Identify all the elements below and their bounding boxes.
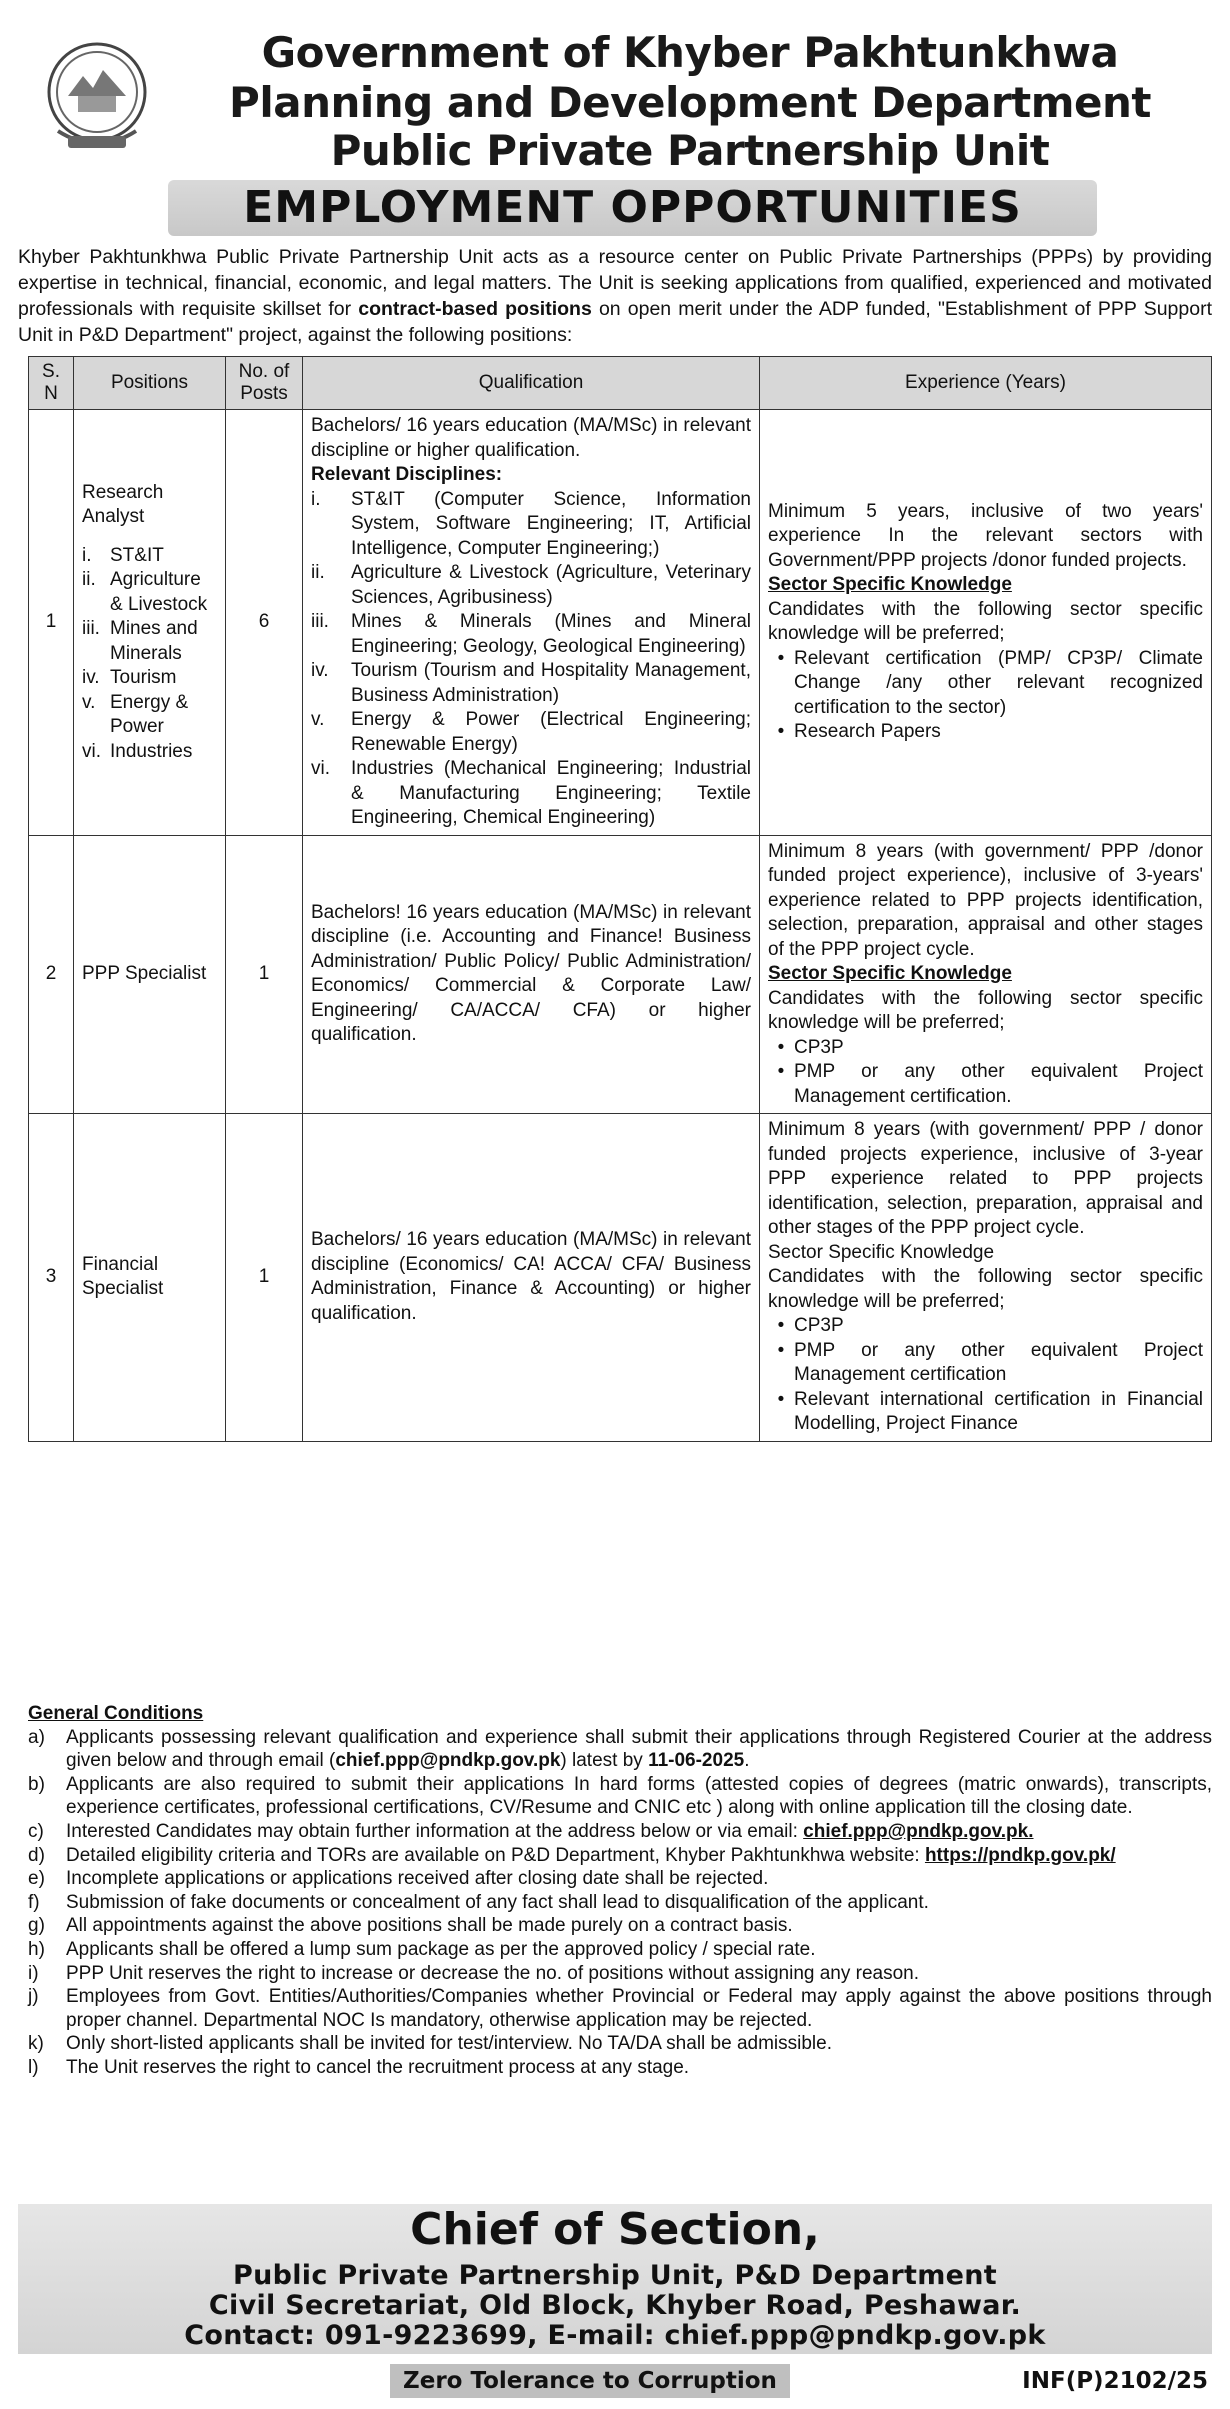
website-link[interactable]: https://pndkp.gov.pk/ <box>924 1844 1116 1866</box>
list-item: v. Energy & Power (Electrical Engineering; Renewable Energy) <box>311 709 751 755</box>
row-qualification: Bachelors! 16 years education (MA/MSc) in relevant discipline (i.e. Accounting and Finance! Business Administration/ Public Policy/ Public Administration/ Economics/ Commercial & Corporate Law/ Engineering/ CA/ACCA/ CFA) or higher qualification. <box>303 835 760 1114</box>
list-item: i. ST&IT (Computer Science, Information System, Software Engineering; IT, Artificial Intelligence, Computer Engineering;) <box>311 488 751 559</box>
discipline-list <box>311 488 751 831</box>
general-conditions <box>28 1702 1212 2080</box>
table-row <box>29 1114 1212 1442</box>
row-position: Financial Specialist <box>74 1114 226 1442</box>
exp-pref: Candidates with the following sector specific knowledge will be preferred; <box>768 987 1203 1033</box>
col-posts: No. of Posts <box>226 357 303 410</box>
qual-heading: Relevant Disciplines: <box>311 464 503 485</box>
row-sn: 1 <box>29 410 74 836</box>
header-line-2: Planning and Development Department <box>229 78 1151 127</box>
exp-heading: Sector Specific Knowledge <box>768 574 1012 596</box>
list-item: g) All appointments against the above positions shall be made purely on a contract basis. <box>28 1915 793 1937</box>
table-header-row <box>29 357 1212 410</box>
table-row <box>29 835 1212 1114</box>
table-row <box>29 410 1212 836</box>
list-item: • PMP or any other equivalent Project Management certification <box>777 1339 1203 1385</box>
col-positions: Positions <box>74 357 226 410</box>
banner-title: EMPLOYMENT OPPORTUNITIES <box>168 180 1097 236</box>
list-item: e) Incomplete applications or applications received after closing date shall be rejected. <box>28 1868 769 1890</box>
exp-bullets <box>768 1036 1203 1110</box>
col-sn: S. N <box>29 357 74 410</box>
list-item: ii. Agriculture & Livestock (Agriculture, Veterinary Sciences, Agribusiness) <box>311 562 751 608</box>
exp-main: Minimum 5 years, inclusive of two years' experience In the relevant sectors with Government/PPP projects /donor funded projects. <box>768 500 1203 571</box>
list-item: iv. Tourism <box>82 667 177 688</box>
col-experience: Experience (Years) <box>760 357 1212 410</box>
general-conditions-title: General Conditions <box>28 1703 204 1724</box>
row-experience <box>760 835 1212 1114</box>
intro-paragraph <box>18 244 1212 348</box>
col-qualification: Qualification <box>303 357 760 410</box>
row-posts: 6 <box>226 410 303 836</box>
row-experience <box>760 1114 1212 1442</box>
list-item: vi. Industries <box>82 740 193 762</box>
header-line-1: Government of Khyber Pakhtunkhwa <box>261 28 1119 77</box>
exp-heading: Sector Specific Knowledge <box>768 963 1012 984</box>
intro-text-2: on open merit under the ADP funded, "Establishment of PPP Support Unit in P&D Department" project, against the following positions: <box>18 298 1212 346</box>
list-item: l) The Unit reserves the right to cancel the recruitment process at any stage. <box>28 2056 690 2078</box>
list-item: iii. Mines & Minerals (Mines and Mineral Engineering; Geology, Geological Engineering) <box>311 611 751 657</box>
row-posts: 1 <box>226 1114 303 1442</box>
list-item: • PMP or any other equivalent Project Management certification. <box>777 1061 1203 1107</box>
row-posts: 1 <box>226 835 303 1114</box>
header-line-3: Public Private Partnership Unit <box>330 126 1050 175</box>
list-item: • CP3P <box>777 1315 844 1336</box>
header <box>18 8 1212 233</box>
row-position <box>74 410 226 836</box>
position-title: Research Analyst <box>82 481 164 527</box>
list-item: • Relevant certification (PMP/ CP3P/ Climate Change /any other relevant recognized certification to the sector) <box>777 647 1203 718</box>
list-item: i) PPP Unit reserves the right to increase or decrease the no. of positions without assigning any reason. <box>28 1962 920 1984</box>
list-item: d) Detailed eligibility criteria and TORs are available on P&D Department, Khyber Pakhtunkhwa website: https://pndkp.gov.pk/ <box>28 1844 1116 1866</box>
list-item: c) Interested Candidates may obtain further information at the address below or via email: chief.ppp@pndkp.gov.pk. <box>28 1820 1034 1842</box>
list-item: • CP3P <box>777 1036 844 1058</box>
exp-pref: Candidates with the following sector specific knowledge will be preferred; <box>768 598 1203 645</box>
row-experience <box>760 410 1212 836</box>
list-item: f) Submission of fake documents or concealment of any fact shall lead to disqualification of the applicant. <box>28 1891 929 1913</box>
footer-line-2: Civil Secretariat, Old Block, Khyber Road, Peshawar. <box>208 2290 1022 2321</box>
exp-bullets <box>768 647 1203 745</box>
intro-text: Khyber Pakhtunkhwa Public Private Partnership Unit acts as a resource center on Public Private Partnerships (PPPs) by providing expertise in technical, financial, economic, and legal matters. The Unit is seeking applications from qualified, experienced and motivated professionals with requisite skillset for <box>18 246 1212 320</box>
exp-main: Minimum 8 years (with government/ PPP /donor funded project experience), inclusive of 3-years' experience related to PPP projects identification, selection, preparation, appraisal and other stages of the PPP project cycle. <box>768 840 1203 960</box>
exp-bullets <box>768 1314 1203 1437</box>
row-qualification: Bachelors/ 16 years education (MA/MSc) in relevant discipline (Economics/ CA! ACCA/ CFA/ Business Administration, Finance & Accounting) or higher qualification. <box>303 1114 760 1442</box>
exp-heading: Sector Specific Knowledge <box>768 1241 995 1263</box>
list-item: v. Energy & Power <box>82 691 189 737</box>
exp-pref: Candidates with the following sector specific knowledge will be preferred; <box>768 1266 1203 1312</box>
reference-number: INF(P)2102/25 <box>1022 2368 1208 2394</box>
qual-intro: Bachelors/ 16 years education (MA/MSc) in relevant discipline or higher qualification. <box>311 415 751 461</box>
list-item: iii. Mines and Minerals <box>82 618 198 664</box>
row-position: PPP Specialist <box>74 835 226 1114</box>
footer-line-3: Contact: 091-9223699, E-mail: chief.ppp@pndkp.gov.pk <box>184 2320 1046 2351</box>
conditions-list <box>28 1726 1212 2080</box>
email-link[interactable]: chief.ppp@pndkp.gov.pk. <box>803 1820 1034 1842</box>
list-item: iv. Tourism (Tourism and Hospitality Management, Business Administration) <box>311 660 751 706</box>
position-sublist <box>82 544 217 765</box>
row-qualification <box>303 410 760 836</box>
row-sn: 2 <box>29 835 74 1114</box>
positions-table <box>28 356 1212 1442</box>
list-item: • Relevant international certification in Financial Modelling, Project Finance <box>777 1388 1203 1434</box>
intro-bold: contract-based positions <box>358 298 592 320</box>
list-item: h) Applicants shall be offered a lump sum package as per the approved policy / special rate. <box>28 1938 816 1960</box>
footer-title: Chief of Section, <box>410 2204 820 2255</box>
list-item: ii. Agriculture & Livestock <box>82 569 208 615</box>
footer-line-1: Public Private Partnership Unit, P&D Department <box>233 2260 997 2291</box>
list-item: vi. Industries (Mechanical Engineering; Industrial & Manufacturing Engineering; Textile Engineering, Chemical Engineering) <box>311 758 751 828</box>
list-item: i. ST&IT <box>82 544 164 566</box>
exp-main: Minimum 8 years (with government/ PPP / donor funded projects experience, inclusive of 3-year PPP experience related to PPP projects identification, selection, preparation, appraisal and other stages of the PPP project cycle. <box>768 1119 1203 1238</box>
list-item: • Research Papers <box>777 721 941 743</box>
list-item: b) Applicants are also required to submit their applications In hard forms (attested copies of degrees (matric onwards), transcripts, experience certificates, professional certifications, CV/Resume and CNIC etc ) along with online application till the closing date. <box>28 1773 1212 1819</box>
list-item: j) Employees from Govt. Entities/Authorities/Companies whether Provincial or Federal may apply against the above positions through proper channel. Departmental NOC Is mandatory, otherwise application may be rejected. <box>28 1986 1212 2031</box>
list-item: a) Applicants possessing relevant qualification and experience shall submit their applications through Registered Courier at the address given below and through email (chief.ppp@pndkp.gov.pk) latest by 11-06-2025. <box>28 1726 1212 1772</box>
email-link[interactable]: chief.ppp@pndkp.gov.pk <box>335 1750 561 1772</box>
kp-emblem-icon <box>38 36 156 156</box>
row-sn: 3 <box>29 1114 74 1442</box>
slogan-badge: Zero Tolerance to Corruption <box>390 2364 790 2398</box>
list-item: k) Only short-listed applicants shall be invited for test/interview. No TA/DA shall be admissible. <box>28 2033 832 2055</box>
footer-contact <box>18 2204 1212 2354</box>
